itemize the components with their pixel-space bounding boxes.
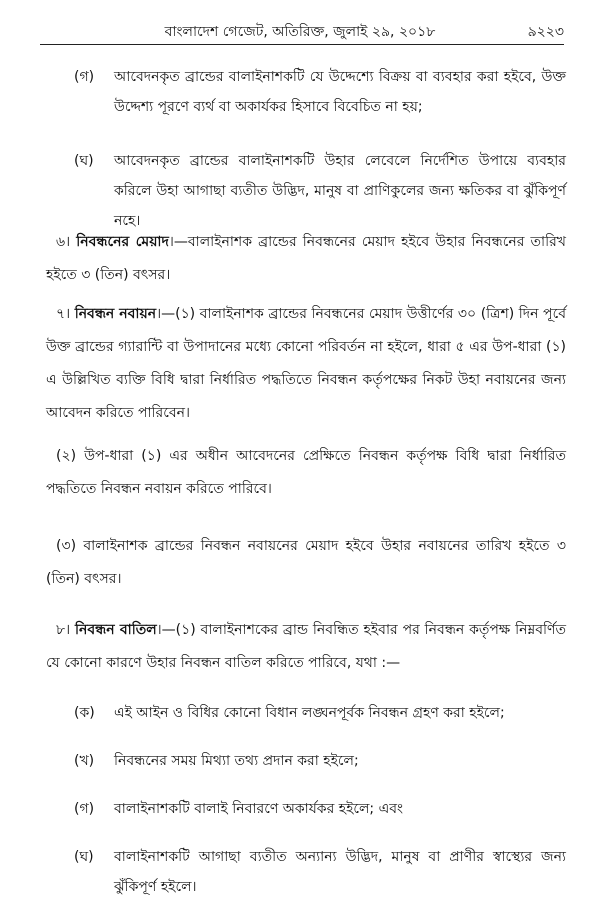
clause-text: নিবন্ধনের সময় মিথ্যা তথ্য প্রদান করা হইলে; [114,753,359,769]
section-dash: ।— [168,234,188,250]
section-number: ৬। [56,234,71,250]
section-7 [46,298,566,430]
page-number: ৯২২৩ [527,24,564,40]
subsection-3: (৩) বালাইনাশক ব্রান্ডের নিবন্ধন নবায়নের মেয়াদ হইবে উহার নবায়নের তারিখ হইতে ৩ (তিন) বৎসর। [46,538,566,587]
clause-text: আবেদনকৃত ব্রান্ডের বালাইনাশকটি উহার লেবেলে নির্দেশিত উপায়ে ব্যবহার করিলে উহা আগাছা ব্যতীত উদ্ভিদ, মানুষ বা প্রাণিকুলের জন্য ক্ষতিকর বা ঝুঁকিপূর্ণ নহে। [114,153,566,229]
section-dash: ।— [156,306,176,322]
clause-label: (ক) [74,705,95,721]
section-text: বালাইনাশক ব্রান্ডের নিবন্ধনের মেয়াদ হইবে উহার নিবন্ধনের তারিখ হইতে ৩ (তিন) বৎসর। [46,234,566,283]
clause-ga [74,62,566,122]
gazette-header-title: বাংলাদেশ গেজেট, অতিরিক্ত, জুলাই ২৯, ২০১৮ [164,24,436,40]
page-header [0,0,600,48]
subsection-1: (১) বালাইনাশক ব্রান্ডের নিবন্ধনের মেয়াদ উত্তীর্ণের ৩০ (ত্রিশ) দিন পূর্বে উক্ত ব্রান্ডের গ্যারান্টি বা উপাদানের মধ্যে কোনো পরিবর্তন না হইলে, ধারা ৫ এর উপ-ধারা (১) এ উল্লিখিত ব্যক্তি বিধি দ্বারা নির্ধারিত পদ্ধতিতে নিবন্ধন কর্তৃপক্ষের নিকট উহা নবায়নের জন্য আবেদন করিতে পারিবেন। [46,306,566,421]
clause-label: (খ) [74,753,95,769]
section-8 [46,614,566,680]
clause-gha [74,146,566,236]
section-7-subsection-3 [46,530,566,596]
section-heading: নিবন্ধনের মেয়াদ [76,234,169,250]
clause-ka [74,698,566,728]
section-heading: নিবন্ধন বাতিল [74,622,157,638]
section-7-subsection-2 [46,440,566,506]
subsection-2: (২) উপ-ধারা (১) এর অধীন আবেদনের প্রেক্ষিতে নিবন্ধন কর্তৃপক্ষ বিধি দ্বারা নির্ধারিত পদ্ধতিতে নিবন্ধন নবায়ন করিতে পারিবে। [46,448,566,497]
section-text: (১) বালাইনাশকের ব্রান্ড নিবন্ধিত হইবার পর নিবন্ধন কর্তৃপক্ষ নিম্নবর্ণিত যে কোনো কারণে উহার নিবন্ধন বাতিল করিতে পারিবে, যথা :— [46,622,566,671]
clause-ga-2 [74,794,566,824]
clause-gha-2 [74,842,566,902]
section-number: ৭। [56,306,71,322]
section-dash: ।— [156,622,176,638]
clause-label: (ঘ) [74,153,94,169]
clause-text: আবেদনকৃত ব্রান্ডের বালাইনাশকটি যে উদ্দেশ্যে বিক্রয় বা ব্যবহার করা হইবে, উক্ত উদ্দেশ্য পূরণে ব্যর্থ বা অকার্যকর হিসাবে বিবেচিত না হয়; [114,69,566,115]
clause-text: বালাইনাশকটি আগাছা ব্যতীত অন্যান্য উদ্ভিদ, মানুষ বা প্রাণীর স্বাস্থ্যের জন্য ঝুঁকিপূর্ণ হইলে। [114,849,566,895]
section-heading: নিবন্ধন নবায়ন [74,306,157,322]
clause-label: (গ) [74,69,95,85]
clause-text: এই আইন ও বিধির কোনো বিধান লঙ্ঘনপূর্বক নিবন্ধন গ্রহণ করা হইলে; [114,705,505,721]
clause-text: বালাইনাশকটি বালাই নিবারণে অকার্যকর হইলে; এবং [114,801,404,817]
clause-label: (গ) [74,801,95,817]
clause-kha [74,746,566,776]
header-divider [40,44,564,45]
section-number: ৮। [56,622,71,638]
clause-label: (ঘ) [74,849,94,865]
section-6 [46,226,566,292]
